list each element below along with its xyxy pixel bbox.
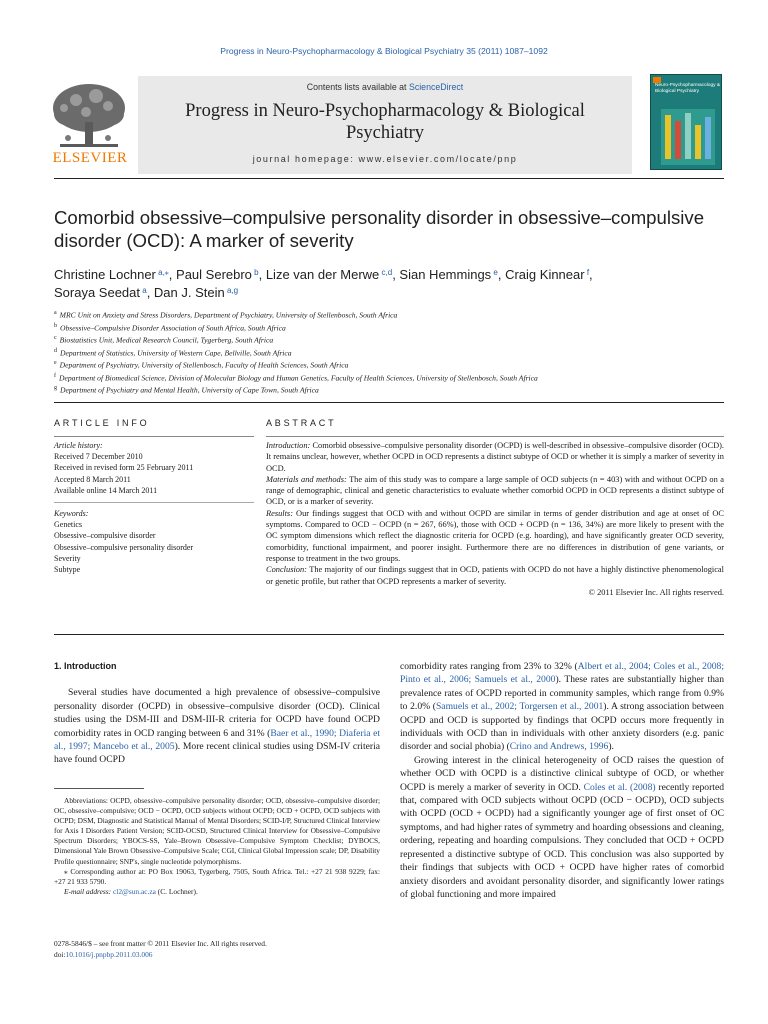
doi-line xyxy=(54,949,380,960)
abstract-body xyxy=(266,440,724,598)
affiliation-text: Department of Psychiatry, University of Stellenbosch, Faculty of Health Sciences, South Africa xyxy=(59,360,349,370)
abstract-heading: ABSTRACT xyxy=(266,418,337,428)
text-run: Growing interest in the clinical heterogeneity of OCD raises the question of whether OCD with OCPD is a distinctive clinical subtype of OCD, or whether OCPD is merely a marker of severity in OCD. xyxy=(400,754,724,793)
author-name: Lize van der Merwe xyxy=(265,267,380,282)
article-title: Comorbid obsessive–compulsive personality disorder in obsessive–compulsive disorder (OCD): A marker of severity xyxy=(54,207,705,251)
keyword-item: Obsessive–compulsive personality disorder xyxy=(54,542,194,552)
history-item: Accepted 8 March 2011 xyxy=(54,474,131,484)
footnotes xyxy=(54,796,380,897)
affiliation-item xyxy=(54,308,734,321)
keyword-item: Genetics xyxy=(54,520,82,530)
author-name: Sian Hemmings xyxy=(399,267,492,282)
abstract-introduction xyxy=(266,440,724,474)
cover-elsevier-badge-icon xyxy=(653,77,661,83)
affiliation-item xyxy=(54,358,734,371)
footnote-rule xyxy=(54,788,144,789)
keyword-item: Obsessive–compulsive disorder xyxy=(54,531,156,541)
issn-line: 0278-5846/$ – see front matter © 2011 Elsevier Inc. All rights reserved. xyxy=(54,939,267,948)
affiliation-item xyxy=(54,346,734,359)
journal-title: Progress in Neuro-Psychopharmacology & Biological Psychiatry xyxy=(185,101,585,143)
affiliation-text: Obsessive–Compulsive Disorder Association of South Africa, South Africa xyxy=(60,323,286,333)
abstract-methods-text: The aim of this study was to compare a large sample of OCD subjects (n = 403) with and without OCPD on a range of demographic, clinical and genetic characteristics to evaluate whether comorbid OCPD in OCD represents a distinct subtype of OCD, or is a marker of severity. xyxy=(266,474,724,507)
affiliation-text: Department of Psychiatry and Mental Health, University of Cape Town, South Africa xyxy=(60,385,319,395)
affiliation-key: f xyxy=(54,372,56,379)
affiliations xyxy=(54,308,734,396)
abstract-conclusion-label: Conclusion: xyxy=(266,565,307,575)
email-footnote xyxy=(54,887,380,897)
contents-prefix: Contents lists available at xyxy=(306,82,409,92)
author-affiliation-marker[interactable]: c,d xyxy=(379,268,393,277)
citation-link[interactable]: Albert et al., 2004; Coles et al., 2008; Pinto et al., 2006; Samuels et al., 2000 xyxy=(400,661,724,686)
text-run: comorbidity rates ranging from 23% to 32% ( xyxy=(400,661,578,672)
keywords-heading: Keywords: xyxy=(54,509,89,518)
abstract-results-text: Our findings suggest that OCD with and without OCPD are similar in terms of gender distribution and age at onset of OC symptoms. Compared to OCD − OCPD (n = 267, 66%), those with OCD + OCPD (n = 136, 34%) are more likely to present with the OC symptom dimensions which reflect the diagnostic criteria for OCPD (e.g. hoarding), and have significantly greater OCD severity, comorbidity, functional impairment, and poorer insight. Furthermore there are no differences in distribution of gene variants, or response to treatment in the two groups. xyxy=(266,508,724,563)
affiliation-item xyxy=(54,371,734,384)
keywords-rule xyxy=(54,502,254,503)
journal-cover-image[interactable] xyxy=(650,74,722,170)
keywords xyxy=(54,508,254,575)
cover-title: Neuro-Psychopharmacology & Biological Psychiatry xyxy=(655,83,721,94)
author-separator: , xyxy=(392,267,400,282)
article-info-heading: ARTICLE INFO xyxy=(54,418,150,428)
intro-paragraph-continued xyxy=(400,660,724,754)
elsevier-wordmark: ELSEVIER xyxy=(52,150,128,166)
author-affiliation-marker[interactable]: b xyxy=(251,268,259,277)
article-history xyxy=(54,440,254,496)
text-run: ). More recent clinical studies using DSM-IV criteria have found OCPD xyxy=(54,741,381,766)
author-name: Craig Kinnear xyxy=(505,267,585,282)
author-separator: , xyxy=(168,267,177,282)
affiliation-text: Biostatistics Unit, Medical Research Council, Tygerberg, South Africa xyxy=(59,335,274,345)
text-run: Several studies have documented a high prevalence of obsessive–compulsive personality disorder (OCPD) in obsessive–compulsive disorder (OCD). Clinical studies using the DSM-III and DSM-III-R criteria for OCPD have found OCPD comorbidity rates in OCD ranging between 6 and 31% ( xyxy=(54,687,380,739)
affiliation-key: d xyxy=(54,347,57,354)
doi-prefix: doi: xyxy=(54,950,66,959)
affiliation-item xyxy=(54,321,734,334)
text-run: recently reported that, compared with OCD subjects without OCPD (OCD − OCPD), OCD subjects with OCPD (OCD + OCPD) had a significantly younger age of first onset of OC symptoms, and had higher rates of symmetry and hoarding obsessions and cleaning, ordering, repeating and hoarding compulsions. They concluded that OCD + OCPD represented a distinctive subtype of OCD. This conclusion was also supported by their findings that subjects with OCD + OCPD have higher rates of comorbid anxiety disorders and avoidant personality disorder, and significantly lower ratings of global functioning and more impaired xyxy=(400,781,725,900)
journal-homepage[interactable]: journal homepage: www.elsevier.com/locate/pnp xyxy=(252,154,518,164)
author-name: Dan J. Stein xyxy=(153,285,225,300)
abstract-results-label: Results: xyxy=(266,508,293,518)
abbreviations-footnote: Abbreviations: OCPD, obsessive–compulsive personality disorder; OCD, obsessive–compulsive disorder; OC, obsessive–compulsive; OCD − OCPD, OCD subjects without OCPD; OCD + OCPD, OCD subjects with OCPD; DSM, Diagnostic and Statistical Manual of Mental Disorders; SCID-I/P, Structured Clinical Interview for Axis I Disorders Patient Version; SCID-OCSD, Structured Clinical Interview for Obsessive–Compulsive Spectrum Disorders; YBOCS-SS, Yale–Brown Obsessive–Compulsive Symptom Checklist; DYBOCS, Dimensional Yale Brown Obsessive–Compulsive Scale; CGI, Clinical Global Impression scale; DP, Disability Profile questionnaire; SNP's, single nucleotide polymorphisms. xyxy=(54,796,380,866)
abstract-rule xyxy=(266,436,724,437)
history-heading: Article history: xyxy=(54,441,103,450)
author-name: Soraya Seedat xyxy=(54,285,141,300)
keyword-item: Subtype xyxy=(54,565,81,575)
abstract-conclusion xyxy=(266,564,724,587)
affiliation-key: a xyxy=(54,310,57,316)
author-affiliation-marker[interactable]: a,g xyxy=(224,286,239,295)
abstract-copyright: © 2011 Elsevier Inc. All rights reserved. xyxy=(588,587,724,597)
abstract-methods xyxy=(266,474,724,508)
abstract-intro-label: Introduction: xyxy=(266,441,311,450)
citation-link[interactable]: Coles et al. (2008) xyxy=(583,781,656,793)
abstract-methods-label: Materials and methods: xyxy=(266,474,347,484)
body-right-column xyxy=(400,660,724,901)
text-run: ). These rates are substantially higher than prevalence rates of OCPD reported in community samples, which range from 0.9% to 2.0% ( xyxy=(400,674,724,713)
doi-link[interactable]: 10.1016/j.pnpbp.2011.03.006 xyxy=(65,950,153,959)
affiliation-key: c xyxy=(54,335,57,342)
email-suffix: (C. Lochner). xyxy=(155,886,198,896)
introduction-heading: 1. Introduction xyxy=(54,661,117,671)
affiliation-key: g xyxy=(54,385,57,392)
abstract-results xyxy=(266,508,724,564)
sciencedirect-link[interactable]: ScienceDirect xyxy=(408,82,464,92)
affiliation-key: b xyxy=(54,322,57,329)
info-rule xyxy=(54,436,254,437)
affiliation-text: MRC Unit on Anxiety and Stress Disorders, Department of Psychiatry, University of Stellenbosch, South Africa xyxy=(59,310,398,320)
author-affiliation-marker[interactable]: e xyxy=(491,268,498,277)
body-rule xyxy=(54,634,724,635)
author-affiliation-marker[interactable]: f xyxy=(584,268,590,277)
author-separator: , xyxy=(258,267,266,282)
front-matter-footer xyxy=(54,938,380,960)
citation-link[interactable]: Crino and Andrews, 1996 xyxy=(509,741,609,753)
intro-paragraph xyxy=(54,686,380,766)
author-separator: , xyxy=(589,267,593,282)
citation-link[interactable]: Samuels et al., 2002; Torgersen et al., 2001 xyxy=(435,701,604,713)
contents-line xyxy=(138,82,632,92)
affiliation-text: Department of Biomedical Science, Division of Molecular Biology and Human Genetics, Faculty of Health Sciences, University of Stellenbosch, South Africa xyxy=(59,373,538,383)
affiliation-item xyxy=(54,333,734,346)
history-item: Received in revised form 25 February 2011 xyxy=(54,463,194,473)
history-item: Available online 14 March 2011 xyxy=(54,485,158,495)
author-separator: , xyxy=(497,267,506,282)
text-run: ). A strong association between OCPD and OCD is supported by findings that OCPD occurs more frequently in individuals with OCD than in individuals with other anxiety disorders (e.g. panic disorder and social phobia) ( xyxy=(400,701,724,753)
section-rule xyxy=(54,402,724,403)
affiliation-text: Department of Statistics, University of Western Cape, Bellville, South Africa xyxy=(60,348,292,358)
author-name: Paul Serebro xyxy=(176,267,252,282)
author-list xyxy=(54,266,734,302)
email-link[interactable]: cl2@sun.ac.za xyxy=(113,886,156,896)
abstract-conclusion-text: The majority of our findings suggest that in OCD, patients with OCPD do not have a highly distinctive phenomenological or genetic profile, but rather that OCPD represents a marker of severity. xyxy=(266,565,724,586)
author-separator: , xyxy=(146,285,154,300)
author-affiliation-marker[interactable]: a xyxy=(140,286,147,295)
abstract-intro-text: Comorbid obsessive–compulsive personality disorder (OCPD) is well-described in obsessive–compulsive disorder (OCD). It remains unclear, however, whether OCPD in OCD represents a distinct subtype of OCD or whether it is simply a marker of severity in OCD. xyxy=(266,441,725,473)
affiliation-key: e xyxy=(54,360,57,367)
text-run: ). xyxy=(608,741,614,753)
intro-paragraph-2 xyxy=(400,754,724,901)
header-rule xyxy=(54,178,724,179)
affiliation-item xyxy=(54,383,734,396)
email-label: E-mail address: xyxy=(64,886,113,896)
journal-reference[interactable]: Progress in Neuro-Psychopharmacology & Biological Psychiatry 35 (2011) 1087–1092 xyxy=(220,46,548,56)
author-affiliation-marker[interactable]: a,⁎ xyxy=(155,268,169,277)
history-item: Received 7 December 2010 xyxy=(54,452,143,462)
cover-artwork-icon xyxy=(661,109,715,165)
citation-link[interactable]: Baer et al., 1990; Diaferia et al., 1997; Mancebo et al., 2005 xyxy=(54,727,380,753)
body-left-column xyxy=(54,660,380,767)
keyword-item: Severity xyxy=(54,553,81,563)
corresponding-author-footnote: ⁎ Corresponding author at: PO Box 19063, Tygerberg, 7505, South Africa. Tel.: +27 21 938 9229; fax: +27 21 933 5790. xyxy=(54,866,380,886)
author-name: Christine Lochner xyxy=(54,267,156,282)
